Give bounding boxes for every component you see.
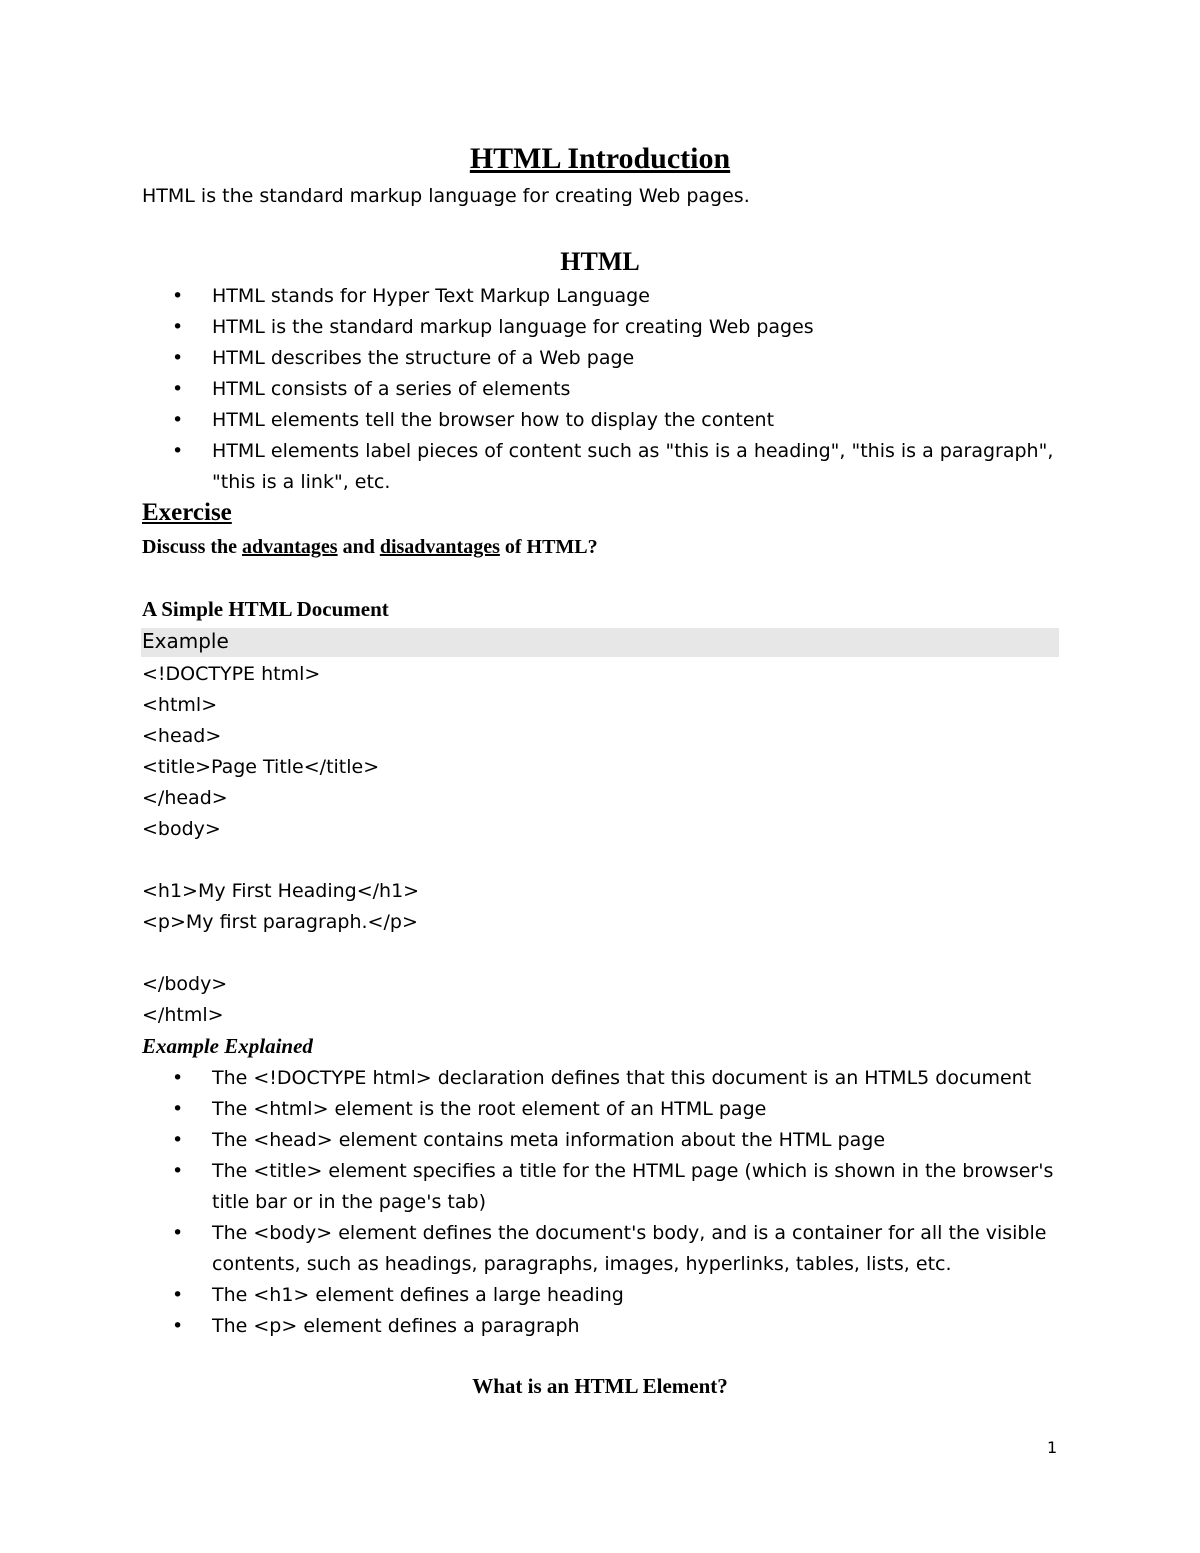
html-facts-list <box>142 281 1062 498</box>
list-item: • The <!DOCTYPE html> declaration defines that this document is an HTML5 document <box>142 1063 1062 1094</box>
list-item-continuation: contents, such as headings, paragraphs, images, hyperlinks, tables, lists, etc. <box>212 1253 952 1275</box>
list-item: • The <p> element defines a paragraph <box>142 1311 1062 1342</box>
explained-list <box>142 1063 1062 1342</box>
bullet-icon: • <box>172 285 184 307</box>
list-item-continuation: "this is a link", etc. <box>212 471 391 493</box>
list-item: • HTML describes the structure of a Web page <box>142 343 1062 374</box>
code-example <box>142 659 419 1031</box>
bullet-icon: • <box>172 1284 184 1306</box>
code-line <box>142 845 419 876</box>
advantages-text: advantages <box>242 536 338 558</box>
list-item: • HTML consists of a series of elements <box>142 374 1062 405</box>
code-line: <head> <box>142 725 222 747</box>
example-explained-heading: Example Explained <box>142 1034 313 1058</box>
list-item: • The <head> element contains meta information about the HTML page <box>142 1125 1062 1156</box>
section-heading-html: HTML <box>560 247 640 276</box>
list-item: • HTML elements tell the browser how to display the content <box>142 405 1062 436</box>
exercise-heading: Exercise <box>142 499 232 526</box>
disadvantages-text: disadvantages <box>379 536 500 558</box>
code-line: <title>Page Title</title> <box>142 756 380 778</box>
example-header-bar <box>141 628 1059 657</box>
intro-paragraph: HTML is the standard markup language for creating Web pages. <box>142 185 750 207</box>
bullet-icon: • <box>172 440 184 462</box>
page-number: 1 <box>1047 1438 1058 1457</box>
list-item: • HTML elements label pieces of content such as "this is a heading", "this is a paragraph", <box>142 436 1062 467</box>
code-line: <body> <box>142 818 221 840</box>
bullet-icon: • <box>172 378 184 400</box>
list-item: • The <h1> element defines a large heading <box>142 1280 1062 1311</box>
exercise-question: Discuss the advantages and disadvantages of HTML? <box>142 536 598 558</box>
bullet-icon: • <box>172 1129 184 1151</box>
example-label: Example <box>142 629 229 653</box>
list-item: • HTML is the standard markup language for creating Web pages <box>142 312 1062 343</box>
list-item: • The <title> element specifies a title for the HTML page (which is shown in the browser's <box>142 1156 1062 1187</box>
bullet-icon: • <box>172 1098 184 1120</box>
bullet-icon: • <box>172 1315 184 1337</box>
code-line: <p>My first paragraph.</p> <box>142 911 418 933</box>
list-item: • The <html> element is the root element of an HTML page <box>142 1094 1062 1125</box>
bullet-icon: • <box>172 1222 184 1244</box>
bullet-icon: • <box>172 316 184 338</box>
page-title: HTML Introduction <box>469 142 731 175</box>
bullet-icon: • <box>172 1160 184 1182</box>
bullet-icon: • <box>172 1067 184 1089</box>
code-line <box>142 938 419 969</box>
code-line: <!DOCTYPE html> <box>142 663 321 685</box>
list-item: • HTML stands for Hyper Text Markup Language <box>142 281 1062 312</box>
code-line: </head> <box>142 787 228 809</box>
simple-document-heading: A Simple HTML Document <box>142 597 389 621</box>
bullet-icon: • <box>172 347 184 369</box>
code-line: <html> <box>142 694 218 716</box>
code-line: </html> <box>142 1004 224 1026</box>
bullet-icon: • <box>172 409 184 431</box>
code-line: </body> <box>142 973 228 995</box>
list-item-continuation: title bar or in the page's tab) <box>212 1191 486 1213</box>
next-section-heading: What is an HTML Element? <box>472 1374 728 1398</box>
list-item: • The <body> element defines the document's body, and is a container for all the visible <box>142 1218 1062 1249</box>
code-line: <h1>My First Heading</h1> <box>142 880 420 902</box>
